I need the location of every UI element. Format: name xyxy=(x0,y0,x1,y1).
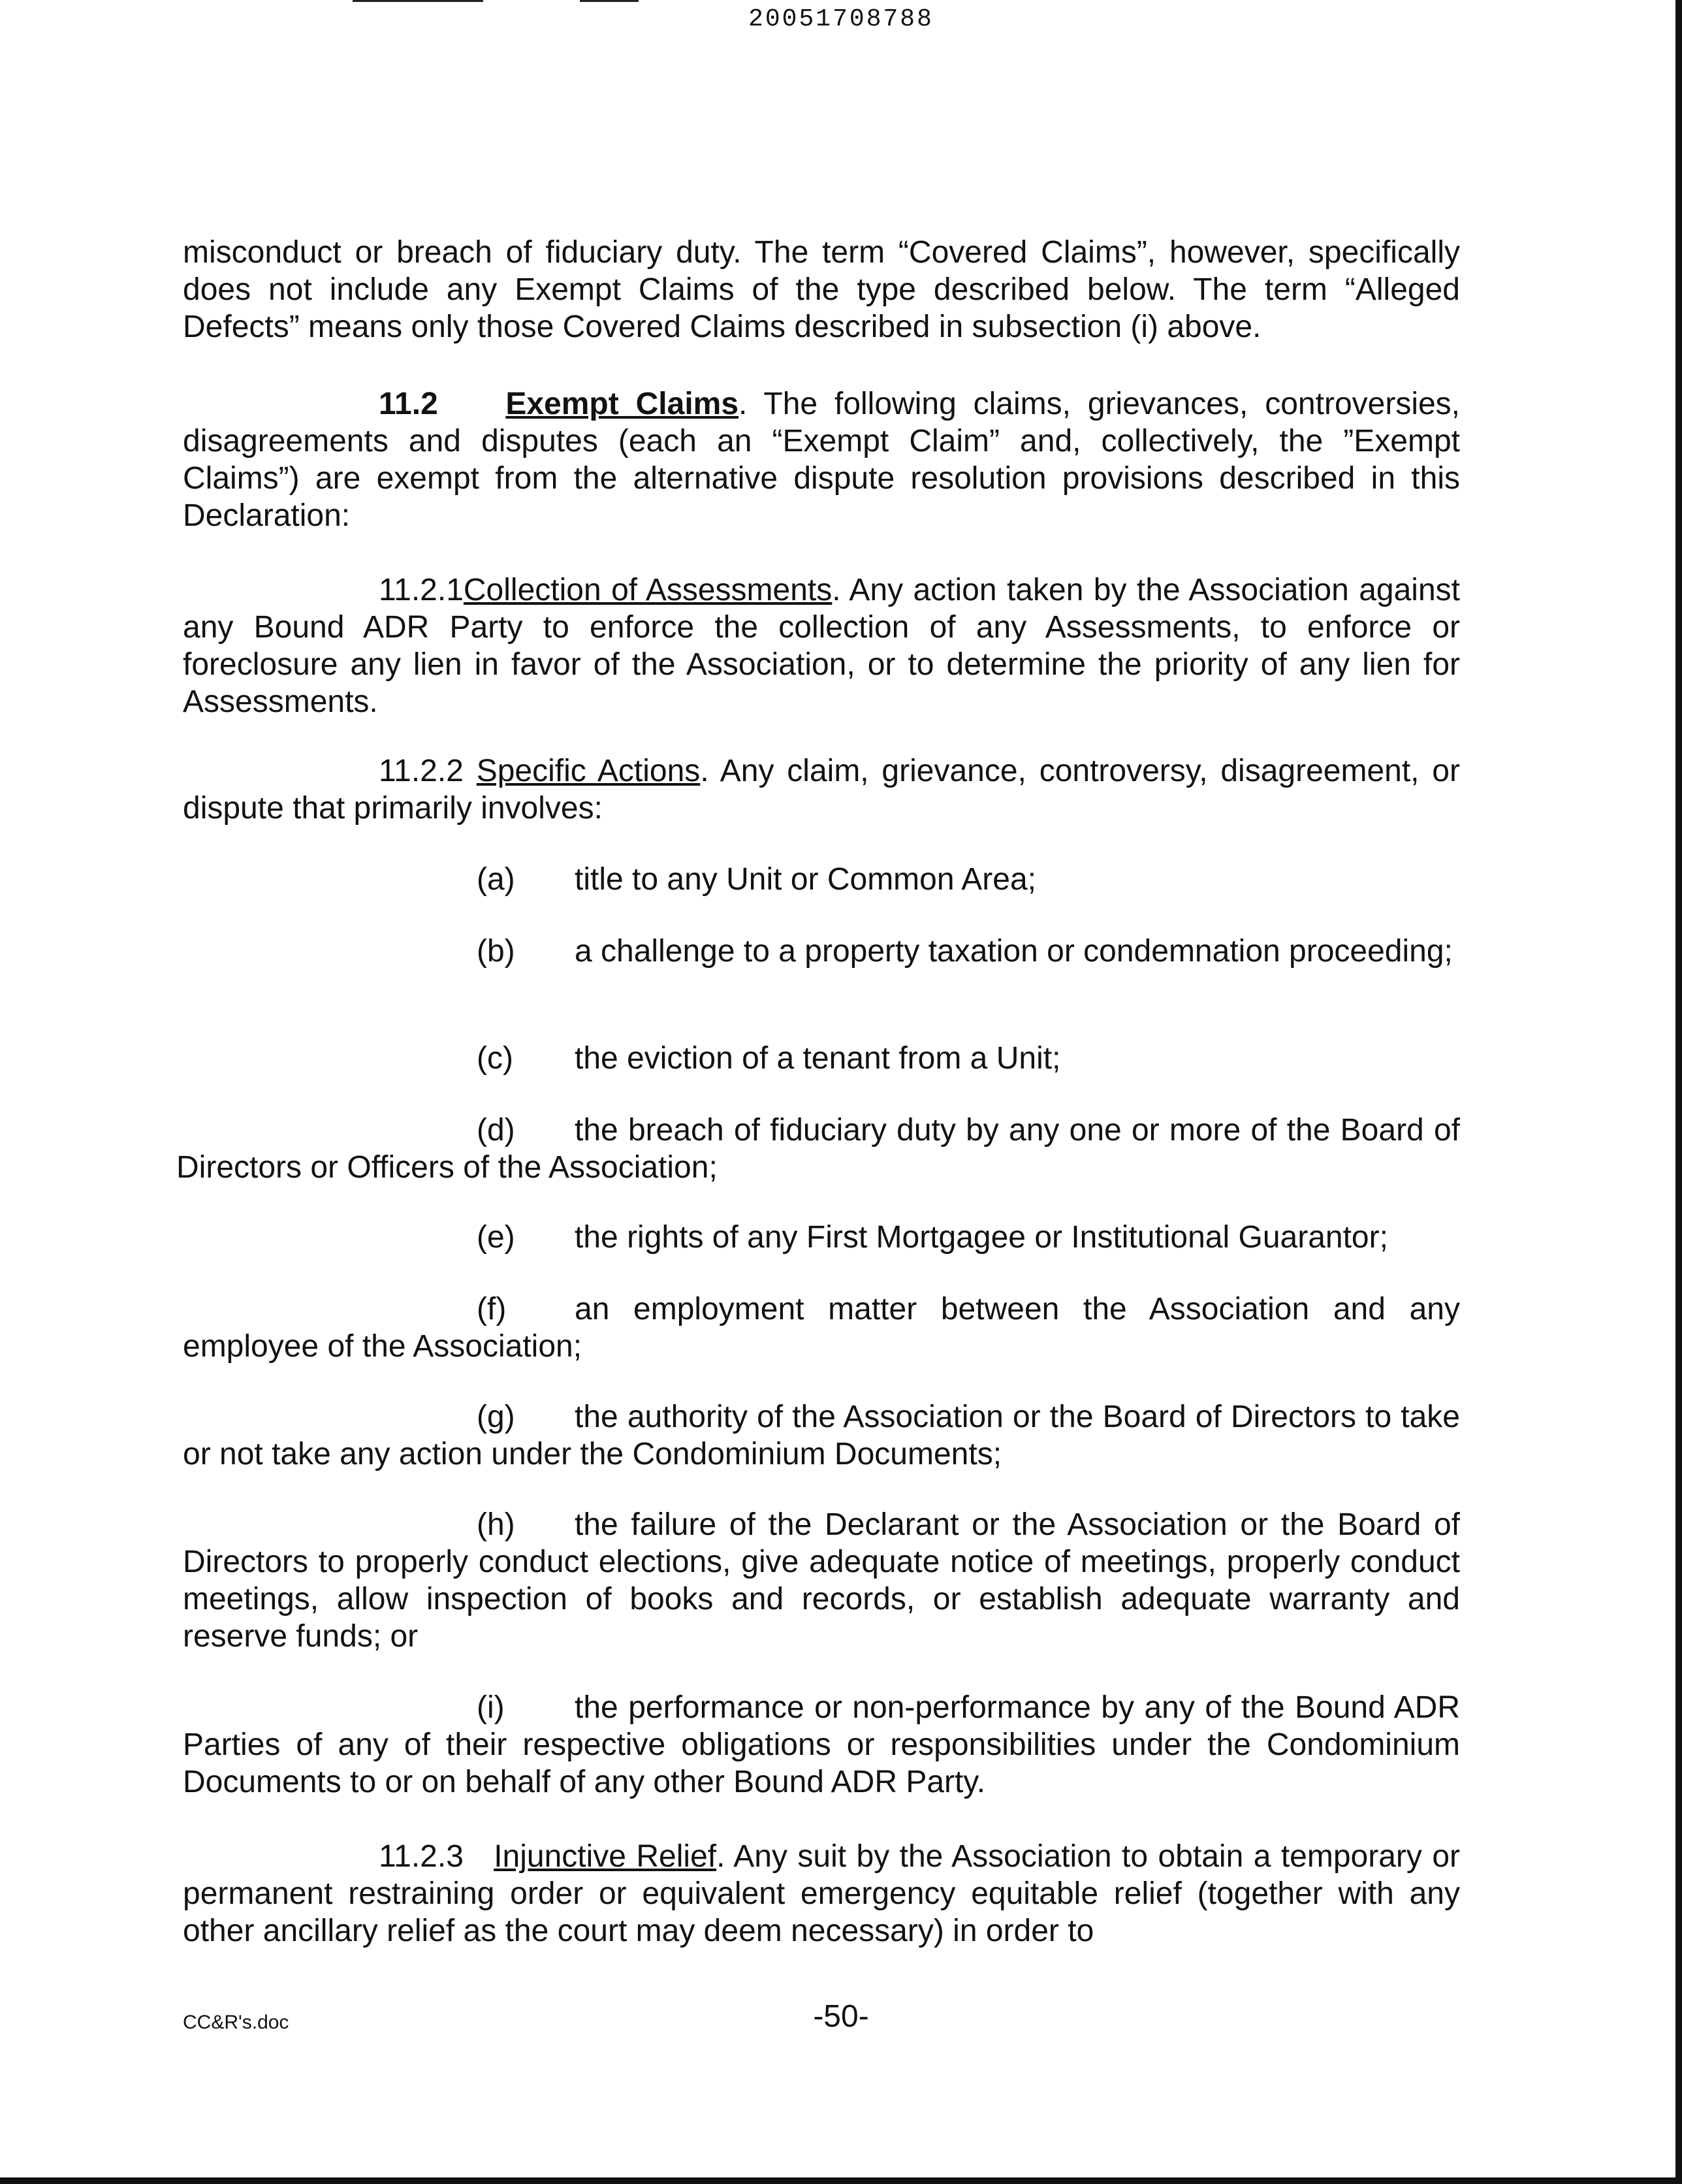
list-marker: (b) xyxy=(477,934,515,969)
list-item-b xyxy=(477,933,1460,970)
list-item-h xyxy=(183,1506,1460,1655)
list-marker: (f) xyxy=(477,1292,507,1326)
list-text: a challenge to a property taxation or condemnation proceeding; xyxy=(575,934,1453,969)
subsection-text: . Any suit by the Association to obtain a temporary or permanent restraining order or equivalent emergency equitable relief (together with any other ancillary relief as the court may deem necessary) in order to xyxy=(183,1839,1460,1948)
list-marker: (d) xyxy=(477,1113,515,1148)
list-text: an employment matter between the Association and any employee of the Association; xyxy=(183,1292,1460,1364)
subsection-number: 11.2.3 xyxy=(379,1839,464,1874)
list-item-d xyxy=(176,1112,1460,1186)
paragraph-covered-claims: misconduct or breach of fiduciary duty. The term “Covered Claims”, however, specifically does not include any Exempt Claims of the type described below. The term “Alleged Defects” means only those Covered Claims described in subsection (i) above. xyxy=(183,235,1460,344)
list-item-e xyxy=(477,1219,1460,1256)
list-marker: (g) xyxy=(477,1400,515,1434)
list-text: the eviction of a tenant from a Unit; xyxy=(575,1041,1061,1076)
list-text: the failure of the Declarant or the Association or the Board of Directors to properly conduct elections, give adequate notice of meetings, properly conduct meetings, allow inspection of books and records, or establish adequate warranty and reserve funds; or xyxy=(183,1507,1460,1654)
scan-edge-right xyxy=(1675,0,1682,2184)
list-text: the breach of fiduciary duty by any one or more of the Board of Directors or Officers of the Association; xyxy=(176,1113,1460,1185)
list-text: title to any Unit or Common Area; xyxy=(575,862,1036,897)
scan-edge-bottom xyxy=(0,2177,1682,2184)
list-text: the performance or non-performance by any of the Bound ADR Parties of any of their respective obligations or responsibilities under the Condominium Documents to or on behalf of any other Bound ADR Party. xyxy=(183,1690,1460,1799)
section-number: 11.2 xyxy=(379,387,438,421)
list-marker: (e) xyxy=(477,1220,515,1255)
subsection-number: 11.2.1 xyxy=(379,573,464,607)
list-item-a xyxy=(477,861,1460,898)
section-text: . The following claims, grievances, controversies, disagreements and disputes (each an “Exempt Claim” and, collectively, the ”Exempt Claims”) are exempt from the alternative dispute resolution provisions described in this Declaration: xyxy=(183,387,1461,533)
list-text: the authority of the Association or the Board of Directors to take or not take any action under the Condominium Documents; xyxy=(183,1400,1460,1471)
subsection-text: . Any claim, grievance, controversy, disagreement, or dispute that primarily involves: xyxy=(183,754,1460,826)
subsection-title: Collection of Assessments xyxy=(463,573,833,607)
subsection-title: Specific Actions xyxy=(476,754,701,788)
section-title: Exempt Claims xyxy=(505,387,739,421)
list-marker: (h) xyxy=(477,1507,515,1542)
section-11-2-1 xyxy=(183,571,1460,720)
section-11-2 xyxy=(183,385,1460,534)
list-item-f xyxy=(183,1291,1460,1365)
section-11-2-2 xyxy=(183,752,1460,827)
top-rule-right xyxy=(580,0,639,2)
list-item-i xyxy=(183,1689,1460,1801)
subsection-number: 11.2.2 xyxy=(379,754,464,788)
page-number: -50- xyxy=(813,1999,869,2034)
list-item-g xyxy=(183,1398,1460,1473)
list-text: the rights of any First Mortgagee or Institutional Guarantor; xyxy=(575,1220,1388,1255)
list-item-c xyxy=(477,1040,1460,1077)
list-marker: (c) xyxy=(477,1041,513,1076)
subsection-text: . Any action taken by the Association against any Bound ADR Party to enforce the collection of any Assessments, to enforce or foreclosure any lien in favor of the Association, or to determine the priority of any lien for Assessments. xyxy=(183,573,1461,719)
top-rule-left xyxy=(353,0,483,2)
document-number: 20051708788 xyxy=(748,5,934,33)
list-marker: (a) xyxy=(477,862,515,897)
file-name: CC&R's.doc xyxy=(183,2012,289,2033)
list-marker: (i) xyxy=(477,1690,505,1725)
subsection-title: Injunctive Relief xyxy=(494,1839,717,1874)
section-11-2-3 xyxy=(183,1838,1460,1950)
